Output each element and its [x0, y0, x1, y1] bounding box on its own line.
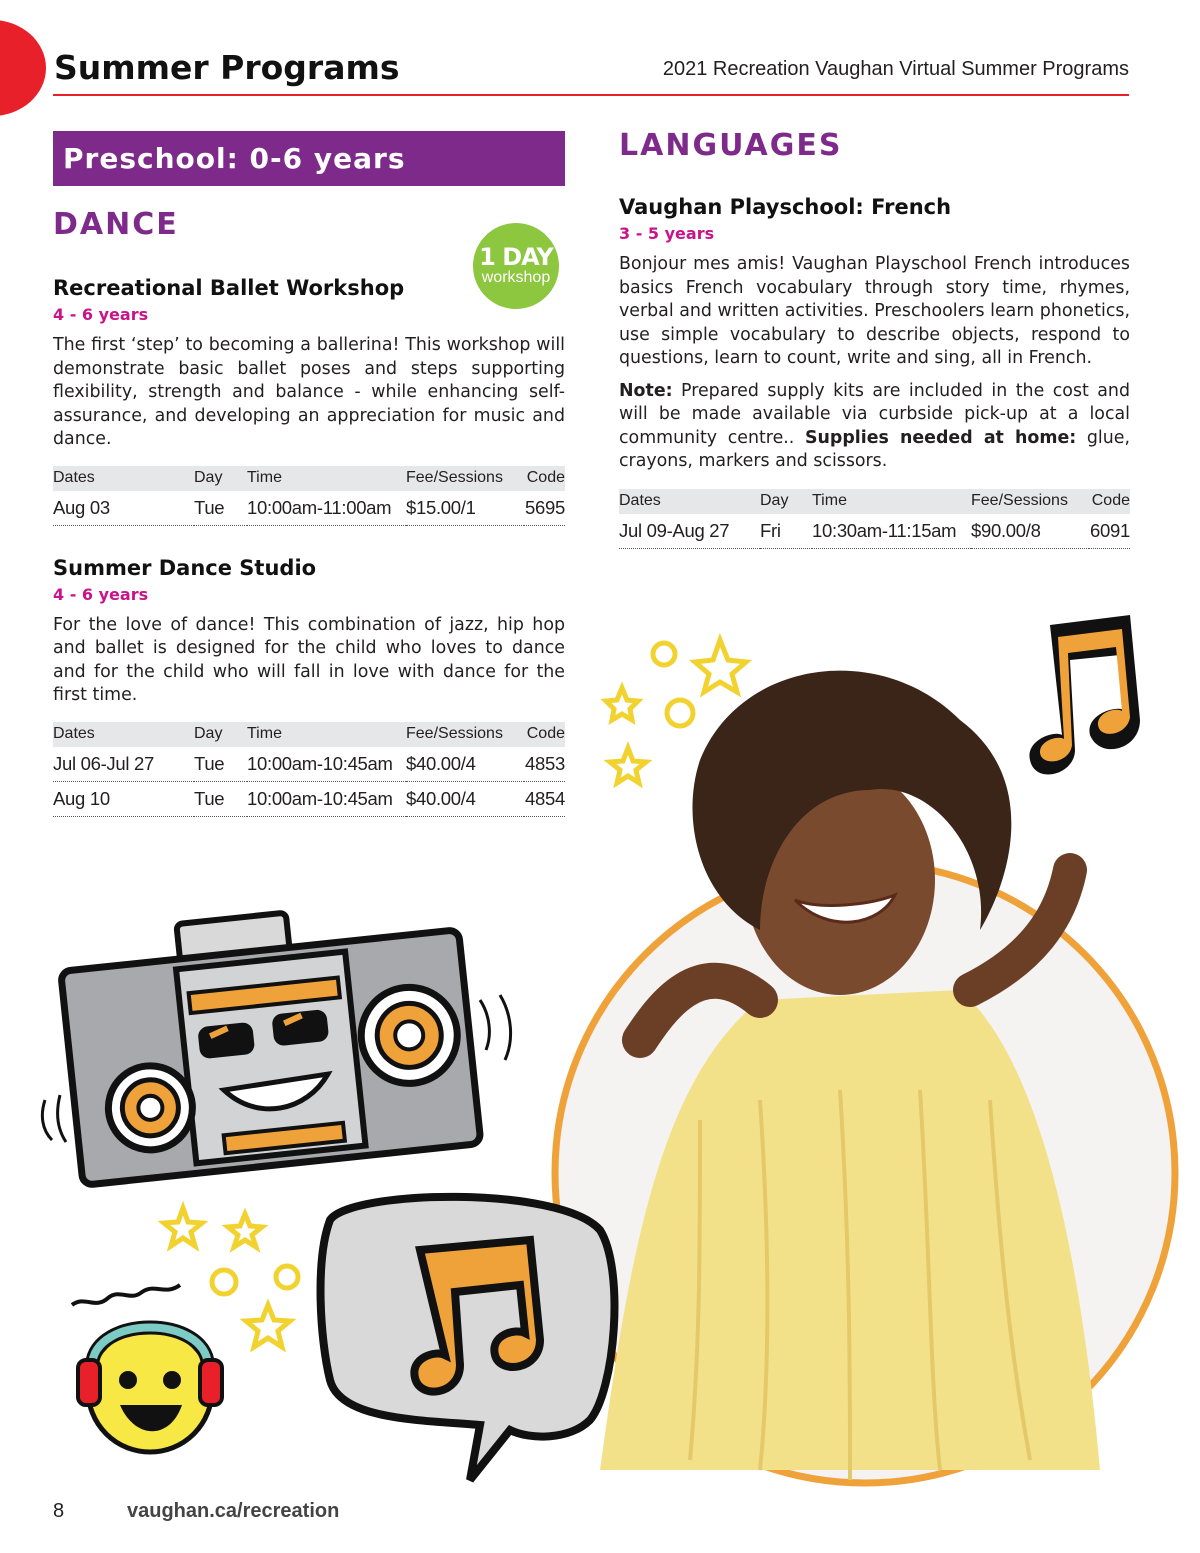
- age-range: 4 - 6 years: [53, 584, 149, 604]
- publication-title: 2021 Recreation Vaughan Virtual Summer Programs: [662, 58, 1129, 80]
- col-time: Time: [247, 466, 406, 491]
- col-code: Code: [1089, 489, 1130, 514]
- age-range: 4 - 6 years: [53, 305, 149, 324]
- table-header-row: [619, 489, 1130, 514]
- note-label: Note:: [619, 380, 673, 401]
- cell-fee: $90.00/8: [971, 514, 1089, 549]
- cell-time: 10:00am-11:00am: [247, 491, 406, 526]
- age-range: 3 - 5 years: [619, 224, 715, 243]
- col-time: Time: [812, 489, 971, 514]
- page-number: 8: [53, 1500, 65, 1522]
- col-fee: Fee/Sessions: [406, 466, 524, 491]
- col-day: Day: [194, 722, 247, 747]
- table-header-row: [53, 466, 565, 491]
- note-text: Prepared supply kits are included in the cost and will be made available via curbside pick-up at a local community centre..: [619, 380, 1130, 448]
- supplies-text: glue, crayons, markers and scissors.: [619, 427, 1130, 471]
- cell-day: Tue: [194, 781, 247, 816]
- program-title: Summer Dance Studio: [53, 555, 317, 580]
- section-heading-dance: DANCE: [53, 207, 179, 242]
- header-divider: [53, 94, 1129, 96]
- cell-fee: $15.00/1: [406, 491, 524, 526]
- badge-big-text: 1 DAY: [479, 243, 553, 271]
- cell-code: 5695: [524, 491, 565, 526]
- smiley-headphones-illustration: [72, 1285, 222, 1452]
- right-column: [619, 128, 1130, 549]
- red-corner-tab: [0, 20, 46, 116]
- cell-time: 10:30am-11:15am: [812, 514, 971, 549]
- col-dates: Dates: [53, 722, 194, 747]
- program-description: Bonjour mes amis! Vaughan Playschool French introduces basics French vocabulary through story time, rhymes, verbal and written activities. Preschoolers learn phonetics, use simple vocabulary to describe objects, respond to questions, learn to count, write and sing, all in French.: [619, 254, 1130, 368]
- col-code: Code: [524, 722, 565, 747]
- col-time: Time: [247, 722, 406, 747]
- cell-fee: $40.00/4: [406, 781, 524, 816]
- dancing-girl-photo: [555, 671, 1175, 1483]
- speech-bubble-music-note: [321, 1197, 615, 1480]
- section-heading-languages: LANGUAGES: [619, 128, 843, 163]
- cell-fee: $40.00/4: [406, 747, 524, 782]
- cell-time: 10:00am-10:45am: [247, 747, 406, 782]
- cell-dates: Aug 03: [53, 491, 194, 526]
- supplies-label: Supplies needed at home:: [804, 427, 1077, 448]
- col-dates: Dates: [619, 489, 760, 514]
- col-fee: Fee/Sessions: [971, 489, 1089, 514]
- website-url[interactable]: vaughan.ca/recreation: [127, 1500, 340, 1522]
- cell-day: Tue: [194, 491, 247, 526]
- cell-dates: Aug 10: [53, 781, 194, 816]
- cell-day: Fri: [760, 514, 812, 549]
- boombox-illustration: [57, 895, 481, 1185]
- program-description: The first ‘step’ to becoming a ballerina! This workshop will demonstrate basic ballet poses and steps supporting flexibility, strength and balance - while enhancing self-assurance, and developing an appreciation for music and dance.: [53, 335, 565, 449]
- badge-small-text: workshop: [481, 269, 551, 286]
- age-group-banner: Preschool: 0-6 years: [53, 131, 565, 186]
- col-fee: Fee/Sessions: [406, 722, 524, 747]
- table-row: [619, 514, 1130, 549]
- cell-dates: Jul 06-Jul 27: [53, 747, 194, 782]
- program-playschool-french: [619, 195, 1130, 549]
- cell-code: 4854: [524, 781, 565, 816]
- cell-code: 4853: [524, 747, 565, 782]
- program-title: Recreational Ballet Workshop: [53, 276, 405, 300]
- music-note-icon: [1029, 615, 1140, 774]
- cell-time: 10:00am-10:45am: [247, 781, 406, 816]
- col-day: Day: [760, 489, 812, 514]
- page-title: Summer Programs: [54, 48, 400, 87]
- illustrations-layer: [0, 600, 1200, 1500]
- schedule-table: [53, 466, 565, 526]
- program-description: For the love of dance! This combination of jazz, hip hop and ballet is designed for the child who loves to dance and for the child who will fall in love with dance for the first time.: [53, 614, 565, 705]
- cell-code: 6091: [1089, 514, 1130, 549]
- col-dates: Dates: [53, 466, 194, 491]
- program-title: Vaughan Playschool: French: [619, 195, 952, 219]
- cell-day: Tue: [194, 747, 247, 782]
- col-day: Day: [194, 466, 247, 491]
- schedule-table: [619, 489, 1130, 549]
- star-and-circle-doodles-bottom: [164, 1208, 298, 1347]
- program-note: [619, 380, 1130, 474]
- program-ballet-workshop: [53, 276, 565, 526]
- one-day-workshop-badge: [473, 223, 559, 309]
- col-code: Code: [524, 466, 565, 491]
- cell-dates: Jul 09-Aug 27: [619, 514, 760, 549]
- table-row: [53, 491, 565, 526]
